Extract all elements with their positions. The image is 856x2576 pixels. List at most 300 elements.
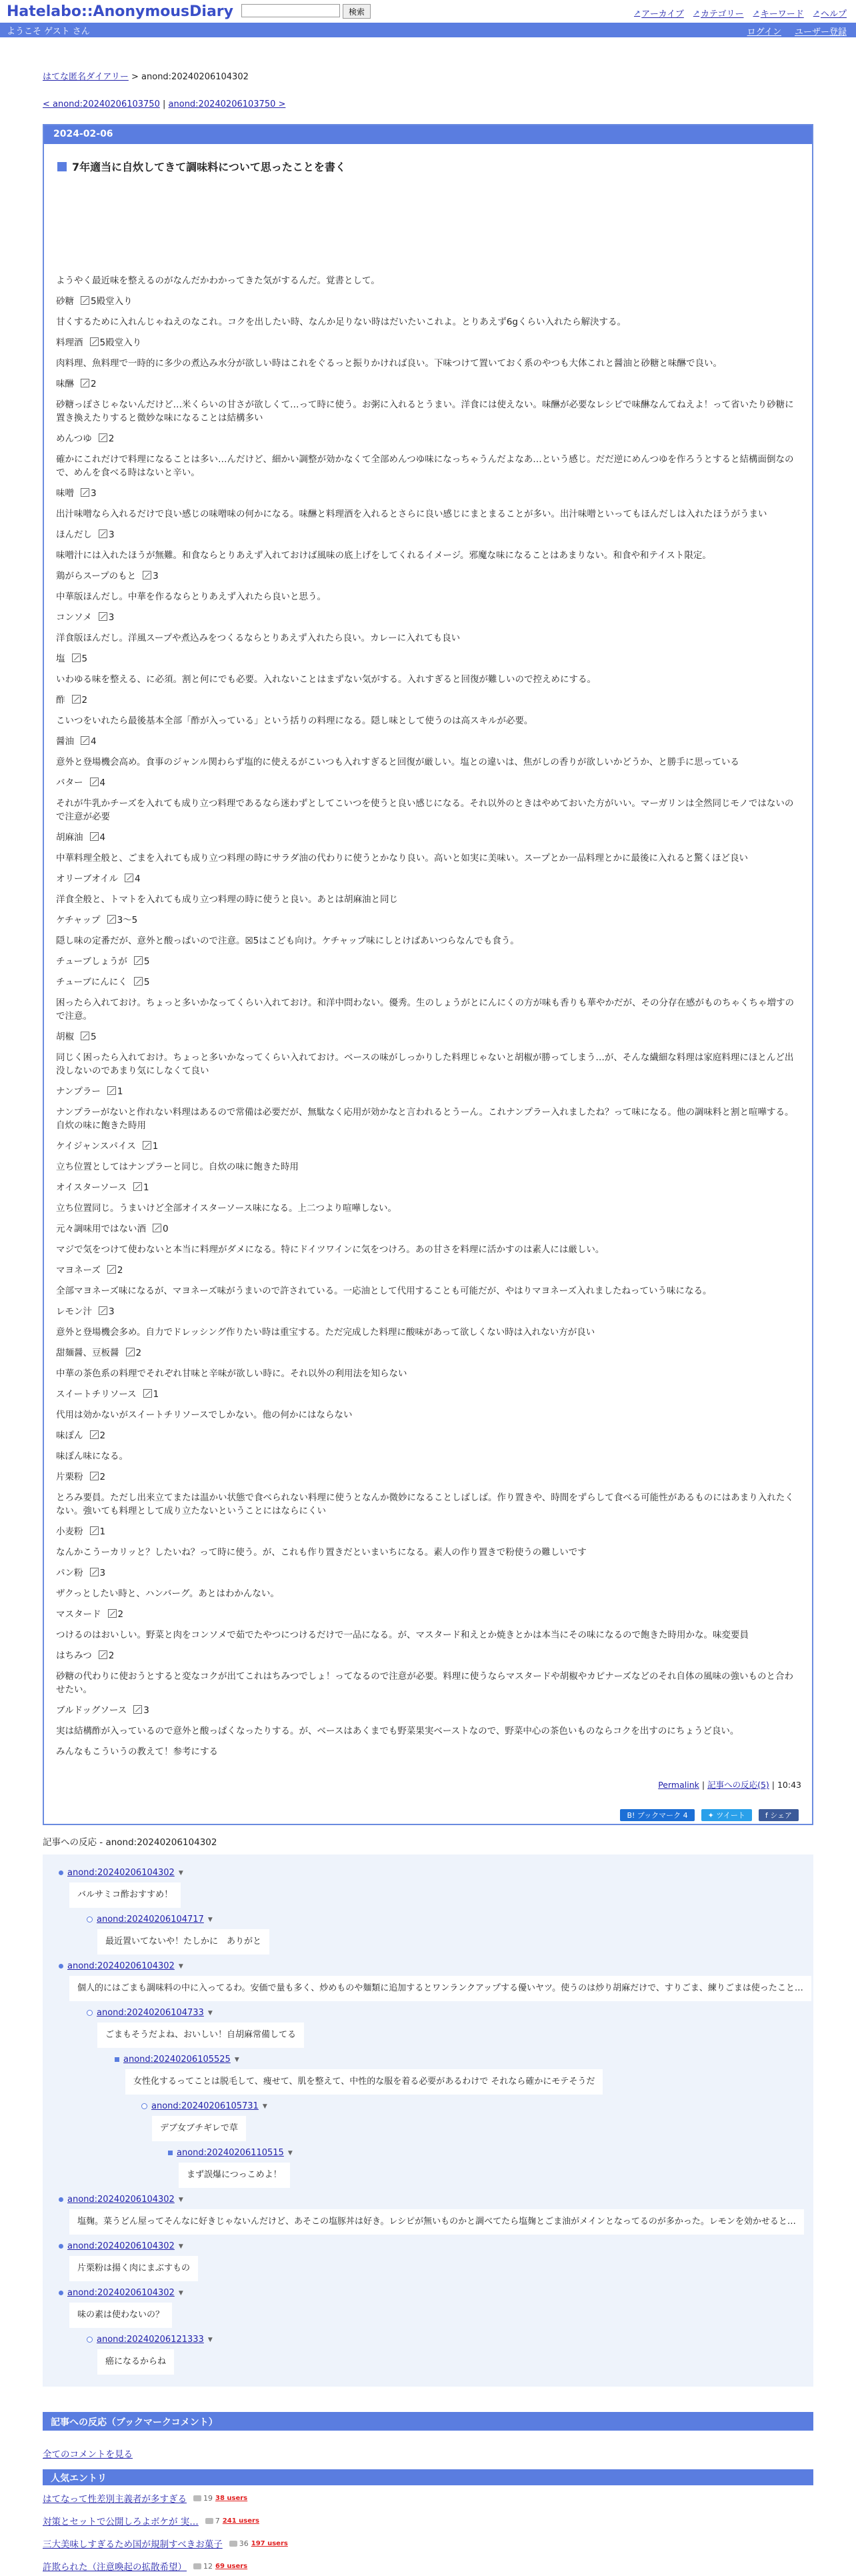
prev-link[interactable]: < anond:20240206103750 [43,99,160,109]
response-link[interactable]: anond:20240206110515 [177,2148,284,2158]
ingredient-score: 4 [135,874,141,884]
share-bar [44,1809,799,1821]
checkbox-icon [81,379,89,387]
ingredient-heading [56,872,801,886]
ingredient-score: 2 [81,695,88,706]
ingredient-name: 味噌 [56,488,74,499]
search-button[interactable]: 検索 [343,4,371,19]
ingredient-heading [56,1649,801,1662]
ingredient-score: 3 [153,571,159,581]
ingredient-name: コンソメ [56,612,92,623]
comment-count-value: 36 [239,2539,249,2548]
response-header [87,1914,813,1924]
ingredient-name: マスタード [56,1609,101,1620]
chevron-down-icon[interactable]: ▼ [207,2009,213,2017]
ingredient-name: オリーブオイル [56,874,119,884]
ingredient-score: 2 [99,1472,106,1482]
ingredient-heading [56,1704,801,1717]
ingredient-description: 中華料理全般と、ごまを入れても成り立つ料理の時にサラダ油の代わりに使うとかなり良い。高いと如実に美味い。スープとか一品料理とかに最後に入れると驚くほど良い [56,853,749,864]
popular-item [43,2533,813,2553]
response-header [59,2241,813,2251]
ingredient-heading [56,1525,801,1538]
reaction-link[interactable]: 記事への反応(5) [707,1780,769,1790]
ingredient-description: ナンプラーがないと作れない料理はあるので常備は必要だが、無駄なく応用が効かなと言われるとうーん。これナンプラー入れましたね？って味になる。他の調味料と割と喧嘩する。自炊の味に飽きた時用 [56,1107,794,1131]
ingredient-name: チューブにんにく [56,977,127,988]
comment-icon [229,2541,237,2547]
ingredient-score: 3 [99,1568,106,1578]
ingredient-score: 2 [117,1265,123,1276]
checkbox-icon [90,1568,99,1576]
ingredient-heading [56,528,801,541]
checkbox-icon [143,571,151,579]
checkbox-icon [90,1472,99,1480]
ingredient-name: オイスターソース [56,1182,127,1193]
ingredient-description: 同じく困ったら入れておけ。ちょっと多いかなってくらい入れておけ。ベースの味がしっかりした料理じゃないと胡椒が勝ってしまう…が、そんな繊細な料理は家庭料理にほとんど出没しないのであまり気にしなくて良い [56,1052,794,1076]
nav-keyword[interactable] [753,7,804,19]
bullet-icon [59,1870,63,1875]
ingredient-score: 2 [108,433,115,444]
checkbox-icon [90,832,99,841]
ingredient-heading [56,336,801,349]
ingredient-score: 5 [143,956,150,967]
checkbox-icon [134,956,143,965]
ingredient-name: 胡麻油 [56,832,83,843]
tweet-button[interactable] [701,1809,752,1821]
ingredient-score: 1 [153,1389,159,1400]
response-link[interactable]: anond:20240206104302 [67,2288,175,2298]
response-link[interactable]: anond:20240206104733 [97,2008,204,2018]
ingredient-name: 料理酒 [56,337,83,348]
nav-help-label: ヘルプ [820,9,847,19]
ingredient-heading [56,1305,801,1318]
checkbox-icon [153,1224,161,1232]
facebook-share-button[interactable] [759,1809,799,1821]
ingredient-heading [56,776,801,790]
comment-icon [205,2518,213,2524]
ingredient-score: 5 [91,1032,97,1042]
nav-archive-label: アーカイブ [641,9,684,19]
arrow-right-icon: ↗ [693,9,700,17]
ingredient-heading [56,1181,801,1194]
chevron-down-icon[interactable]: ▼ [178,1869,183,1876]
ingredient-score: 1 [143,1182,149,1193]
response-header [87,2335,813,2345]
hatena-count: 4 [683,1810,688,1820]
checkbox-icon [125,874,133,882]
nav-archive[interactable] [634,7,684,19]
comment-icon [193,2563,201,2569]
popular-header: 人気エントリ [43,2469,813,2485]
ingredient-description: なんかこうーカリッと？したいね？って時に使う。が、これも作り置きだといまいちになる。素人の作り置きで粉使うの難しいです [56,1547,587,1558]
ingredient-score: 2 [117,1609,124,1620]
welcome-text: ようこそ ゲスト さん [7,26,90,37]
ingredient-description: 砂糖の代わりに使おうとすると変なコクが出てこれはちみつでしょ！ってなるので注意が必要。料理に使うならマスタードや胡椒やカピナーズなどのそれ自体の風味の強いものと合わせたい。 [56,1671,794,1695]
comment-icon [193,2495,201,2501]
entry-intro: ようやく最近味を整えるのがなんだかわかってきた気がするんだ。覚書として。 [56,275,380,286]
checkbox-icon [99,1306,107,1315]
ingredient-name: 酢 [56,695,65,706]
popular-item [43,2556,813,2576]
ingredient-heading [56,432,801,445]
response-body: 最近置いてないや！たしかに ありがと [97,1929,269,1955]
ingredient-score: 3～5 [117,915,138,926]
bookmark-users-link[interactable]: 197 users [251,2539,288,2547]
ingredient-heading [56,487,801,500]
permalink[interactable]: Permalink [658,1780,699,1790]
nav-category[interactable] [693,7,744,19]
register-link[interactable]: ユーザー登録 [794,27,847,37]
ingredient-heading [56,694,801,707]
response-body: 女性化するってことは脱毛して、痩せて、肌を整えて、中性的な服を着る必要があるわけで それなら確かにモテそうだ [125,2069,603,2095]
bullet-icon [168,2151,173,2155]
prev-next-nav [43,99,856,109]
bullet-icon [87,2337,93,2343]
ingredient-name: 胡椒 [56,1032,74,1042]
entry-footer [56,1778,801,1790]
entry-box [43,124,813,1825]
ingredient-description: 砂糖っぽさじゃないんだけど…米くらいの甘さが欲しくて…って時に使う。お粥に入れるとうまい。洋食には使えない。味醂が必要なレシピで味醂なんてねえよ！って省いたり砂糖に置き換えたりすると微妙な味になることは結構多い [56,399,794,423]
comment-count-value: 7 [215,2516,220,2525]
entry-title-text[interactable]: 7年適当に自炊してきて調味料について思ったことを書く [72,161,346,173]
response-body: 個人的にはごまも調味料の中に入ってるわ。安価で量も多く、炒めものや麺類に追加するとワンランクアップする優いヤツ。使うのは炒り胡麻だけで、すりごま、練りごまは使ったこと… [69,1976,811,2001]
ingredient-heading [56,1388,801,1401]
chevron-down-icon[interactable]: ▼ [287,2149,293,2157]
ingredient-heading [56,377,801,391]
response-header [115,2055,813,2065]
checkbox-icon [134,977,143,986]
ingredient-score: 5 [81,654,88,664]
ingredient-description: 困ったら入れておけ。ちょっと多いかなってくらい入れておけ。和洋中問わない。優秀。生のしょうがとにんにくの方が味も香りも華やかだが、その分存在感がものちゃくちゃ増すので注意。 [56,998,794,1022]
ingredient-score: 3 [108,612,115,623]
ingredient-score: 3 [91,488,97,499]
ingredient-description: 代用は効かないがスイートチリソースでしかない。他の何かにはならない [56,1410,353,1420]
popular-title-link[interactable]: 対策とセットで公開しろよボケが 実… [43,2517,199,2527]
breadcrumb-current: anond:20240206104302 [141,72,249,82]
response-header [87,2008,813,2018]
breadcrumb-home[interactable]: はてな匿名ダイアリー [43,72,129,82]
ingredient-heading [56,976,801,989]
entry-outro: みんなもこういうの教えて！参考にする [56,1746,218,1757]
chevron-down-icon[interactable]: ▼ [207,1916,213,1923]
checkbox-icon [107,1265,116,1274]
next-link[interactable]: anond:20240206103750 > [168,99,286,109]
popular-title-link[interactable]: はてなって性差別主義者が多すぎる [43,2494,187,2505]
search-input[interactable] [241,4,340,17]
ingredient-description: 洋食全般と、トマトを入れても成り立つ料理の時に使うと良い。あとは胡麻油と同じ [56,894,398,905]
checkbox-icon [108,1609,117,1618]
ingredient-heading [56,295,801,308]
twitter-icon: ✦ [707,1810,717,1820]
arrow-right-icon: ↗ [753,9,759,17]
bullet-icon [59,2244,63,2249]
ingredient-name: ケチャップ [56,915,101,926]
comment-count-value: 12 [203,2561,213,2571]
chevron-down-icon[interactable]: ▼ [178,2289,183,2297]
ingredient-heading [56,1030,801,1044]
chevron-down-icon[interactable]: ▼ [207,2336,213,2343]
ingredient-score: 0 [163,1224,169,1234]
response-body: 片栗粉は揚く肉にまぶすもの [69,2256,198,2281]
response-item [59,1961,813,2001]
ingredient-description: 中華の茶色系の料理でそれぞれ甘味と辛味が欲しい時に。それ以外の利用法を知らない [56,1368,407,1379]
welcome-bar [0,23,856,37]
ingredient-score: 1 [152,1141,159,1152]
popular-item [43,2488,813,2508]
bullet-icon [59,2197,63,2202]
ingredient-name: ブルドッグソース [56,1705,127,1716]
checkbox-icon [90,337,99,346]
entry-title [57,159,801,174]
checkbox-icon [81,736,89,745]
nav-category-label: カテゴリー [701,9,744,19]
nav-keyword-label: キーワード [760,9,804,19]
breadcrumb [43,69,856,82]
ingredient-score: 5殿堂入り [91,296,133,307]
checkbox-icon [90,1430,99,1439]
checkbox-icon [90,778,99,786]
ingredient-description: 立ち位置同じ。うまいけど全部オイスターソース味になる。上二つより喧嘩しない。 [56,1203,397,1214]
chevron-down-icon[interactable]: ▼ [178,1963,183,1970]
comment-count [205,2517,220,2525]
popular-title-link[interactable]: 許欺られた（注意喚起の拡散希望） [43,2562,187,2573]
response-link[interactable]: anond:20240206104302 [67,2241,175,2251]
ingredient-score: 2 [108,1650,115,1661]
response-header [59,2195,813,2205]
response-item [59,2241,813,2281]
response-link[interactable]: anond:20240206104302 [67,1961,175,1971]
ingredient-heading [56,831,801,844]
bullet-icon [87,2010,93,2016]
checkbox-icon [72,695,81,704]
response-item [87,1914,813,1955]
checkbox-icon [126,1348,135,1356]
ingredient-score: 2 [91,379,97,389]
ingredient-name: マヨネーズ [56,1265,101,1276]
ingredient-description: 出汁味噌なら入れるだけで良い感じの味噌味の何かになる。味醂と料理酒を入れるとさらに良い感じにまとまることが多い。出汁味噌といってもほんだしは入れたほうがうまい [56,509,767,519]
response-item [59,1868,813,1908]
response-header [59,2288,813,2298]
response-item [59,2288,813,2328]
bookmark-users-link[interactable]: 69 users [215,2562,248,2570]
ingredient-name: パン粉 [56,1568,83,1578]
ingredient-description: ザクっとしたい時と、ハンバーグ。あとはわかんない。 [56,1588,279,1599]
bullet-icon [87,1916,93,1922]
response-item [115,2055,813,2095]
arrow-right-icon: ↗ [813,9,819,17]
tweet-label: ツイート [716,1811,745,1820]
checkbox-icon [99,433,107,442]
response-header [59,1961,813,1971]
checkbox-icon [99,612,107,621]
checkbox-icon [81,1032,89,1040]
ingredient-description: いわゆる味を整える、に必須。割と何にでも必要。入れないことはまずない気がする。入れすぎると回復が難しいので控えめにする。 [56,674,596,685]
ingredient-name: めんつゆ [56,433,92,444]
response-link[interactable]: anond:20240206121333 [97,2335,204,2345]
ingredient-heading [56,1264,801,1277]
ingredient-score: 5 [143,977,150,988]
breadcrumb-sep: > [131,72,139,82]
ingredient-score: 5殿堂入り [99,337,142,348]
comment-count [229,2539,249,2548]
response-body: デブ女ブチギレで草 [152,2116,246,2141]
entry-date: 2024-02-06 [44,125,812,144]
checkbox-icon [143,1389,152,1398]
entry-time: 10:43 [777,1780,801,1790]
ingredient-name: 甜麺醤、豆板醤 [56,1348,119,1358]
entry-body [44,144,812,1800]
checkbox-icon [81,296,89,305]
ingredient-score: 3 [143,1705,149,1716]
popular-list [43,2488,813,2576]
ingredient-name: ナンプラー [56,1086,101,1097]
response-item [87,2335,813,2375]
chevron-down-icon[interactable]: ▼ [262,2103,267,2110]
checkbox-icon [72,654,81,662]
ingredient-name: 醤油 [56,736,74,747]
ingredient-description: それが牛乳かチーズを入れても成り立つ料理であるなら迷わずとしてこいつを使うと良い感じになる。それ以外のときはやめておいた方がいい。マーガリンは全然同じモノではないので注意が必要 [56,798,794,822]
ingredient-description: 隠し味の定番だが、意外と酸っぱいので注意。☒5はこども向け。ケチャップ味にしとけばあいつらなんでも食う。 [56,936,519,946]
bullet-icon [59,1964,63,1969]
footer-sep: | [701,1780,705,1790]
ingredient-heading [56,652,801,666]
response-header [59,1868,813,1878]
account-links [747,25,847,37]
ingredient-name: チューブしょうが [56,956,127,967]
ingredient-heading [56,569,801,583]
ingredient-description: 実は結構酢が入っているので意外と酸っぱくなったりする。が、ベースはあくまでも野菜果実ベーストなので、野菜中心の茶色いものならコクを出すのにちょうど良い。 [56,1726,739,1736]
ingredient-name: 砂糖 [56,296,74,307]
response-body: バルサミコ酢おすすめ！ [69,1882,181,1908]
ingredient-description: 中華版ほんだし。中華を作るならとりあえず入れたら良いと思う。 [56,591,326,602]
chevron-down-icon[interactable]: ▼ [178,2243,183,2250]
ingredient-heading [56,955,801,968]
response-link[interactable]: anond:20240206105731 [151,2101,259,2111]
ingredient-name: ケイジャンスパイス [56,1141,136,1152]
entry-text [56,274,801,1758]
ingredient-name: 小麦粉 [56,1526,83,1537]
bullet-icon [59,2291,63,2295]
ingredient-score: 1 [99,1526,106,1537]
responses-tree [43,1854,813,2387]
response-link[interactable]: anond:20240206104717 [97,1914,204,1924]
ingredient-heading [56,611,801,624]
bullet-icon [115,2057,119,2062]
chevron-down-icon[interactable]: ▼ [234,2056,239,2063]
checkbox-icon [143,1141,151,1150]
response-link[interactable]: anond:20240206105525 [123,2055,231,2065]
checkbox-icon [107,1086,116,1095]
checkbox-icon [90,1526,99,1535]
checkbox-icon [99,1650,107,1659]
ingredient-heading [56,1608,801,1621]
search-form [241,4,371,19]
title-square-icon [57,162,67,171]
response-item [168,2148,813,2188]
site-logo[interactable]: Hatelabo::AnonymousDiary [7,3,233,20]
ingredient-name: 片栗粉 [56,1472,83,1482]
response-item [87,2008,813,2048]
facebook-label: シェア [770,1811,792,1820]
ingredient-heading [56,1140,801,1153]
ingredient-name: はちみつ [56,1650,92,1661]
ingredient-heading [56,1346,801,1360]
hatena-label: B! ブックマーク [627,1811,681,1820]
checkbox-icon [99,529,107,538]
login-link[interactable]: ログイン [747,27,781,37]
comment-count [193,2494,213,2503]
ingredient-score: 3 [109,1306,115,1317]
nav-help[interactable] [813,7,847,19]
site-header [0,0,856,23]
ingredient-description: 立ち位置としてはナンプラーと同じ。自炊の味に飽きた時用 [56,1162,299,1172]
ingredient-heading [56,1085,801,1098]
ingredient-name: 味醂 [56,379,74,389]
ingredient-description: 甘くするために入れんじゃねえのなこれ。コクを出したい時、なんか足りない時はだいたいこれよ。とりあえず6gくらい入れたら解決する。 [56,317,626,327]
ingredient-name: バター [56,778,83,788]
arrow-right-icon: ↗ [634,9,641,17]
ingredient-score: 4 [99,778,106,788]
ingredient-name: レモン汁 [56,1306,92,1317]
ingredient-description: とろみ要員。ただし出来立てまたは温かい状態で食べられない料理に使うとなんか微妙になることしばしば。作り置きや、時間をずらして食べる可能性があるものにはあまり入れたくない。強いても料理として成り立たないということにはならにくい [56,1492,794,1516]
responses-title: 記事への反応 - anond:20240206104302 [43,1837,217,1848]
checkbox-icon [107,915,116,924]
chevron-down-icon[interactable]: ▼ [178,2196,183,2203]
ingredient-description: 全部マヨネーズ味になるが、マヨネーズ味がうまいので許されている。一応油として代用することも可能だが、やはりマヨネーズ入れましたねっていう味になる。 [56,1286,712,1296]
ingredient-score: 1 [117,1086,123,1097]
hatena-bookmark-button[interactable] [620,1809,694,1821]
ingredient-name: スイートチリソース [56,1389,137,1400]
footer-sep: | [771,1780,775,1790]
ingredient-name: 塩 [56,654,65,664]
ingredient-heading [56,1566,801,1580]
ingredient-name: 鶏がらスープのもと [56,571,137,581]
bullet-icon [141,2103,147,2109]
response-body: まず誤爆につっこめよ！ [179,2163,290,2188]
ingredient-description: 意外と登場機会多め。自力でドレッシング作りたい時は重宝する。ただ完成した料理に酸味があって欲しくない時は入れない方が良い [56,1327,595,1338]
response-link[interactable]: anond:20240206104302 [67,1868,175,1878]
response-body: 塩麹。菜うどん屋ってそんなに好きじゃないんだけど、あそこの塩豚丼は好き。レシピが無いものかと調べてたら塩麹とごま油がメインとなってるのが多かった。レモンを効かせると… [69,2209,804,2235]
header-nav [634,7,847,19]
ingredient-description: マジで気をつけて使わないと本当に料理がダメになる。特にドイツワインに気をつけろ。あの甘さを料理に活かすのは素人には厳しい。 [56,1244,605,1255]
comment-count [193,2562,213,2571]
response-header [168,2148,813,2158]
ingredient-description: 確かにこれだけで料理になることは多い…んだけど、細かい調整が効かなくて全部めんつゆ味になっちゃうんだよなあ…という感じ。だだ逆にめんつゆを作ろうとすると結構面倒なので、めんを食べる時はないと辛い。 [56,454,794,478]
response-body: 味の素は使わないの？ [69,2303,172,2328]
bookmark-users-link[interactable]: 241 users [222,2517,259,2525]
popular-title-link[interactable]: 三大美味しすぎるため国が規制すべきお菓子 [43,2539,223,2550]
ingredient-description: こいつをいれたら最後基本全部「酢が入っている」という括りの料理になる。隠し味として使うのは高スキルが必要。 [56,716,533,726]
checkbox-icon [133,1705,142,1714]
response-body: 癌になるからね [97,2349,174,2375]
checkbox-icon [81,488,89,497]
ingredient-name: 元々調味用ではない酒 [56,1224,146,1234]
all-comments [43,2447,856,2460]
ingredient-description: 洋食版ほんだし。洋風スープや煮込みをつくるならとりあえず入れたら良い。カレーに入れても良い [56,633,461,643]
all-comments-link[interactable]: 全てのコメントを見る [43,2449,133,2460]
comment-count-value: 19 [203,2493,213,2503]
prev-next-sep: | [163,99,166,109]
checkbox-icon [133,1182,142,1191]
ingredient-heading [56,735,801,748]
popular-item [43,2511,813,2531]
response-link[interactable]: anond:20240206104302 [67,2195,175,2205]
ingredient-heading [56,1222,801,1236]
response-item [141,2101,813,2141]
ingredient-name: 味ぽん [56,1430,83,1441]
bookmark-users-link[interactable]: 38 users [215,2494,248,2502]
bookmark-comments-header: 記事への反応（ブックマークコメント） [43,2412,813,2431]
ingredient-description: 味噌汁には入れたほうが無難。和食ならとりあえず入れておけば風味の底上げをしてくれるイメージ。邪魔な味になることはあまりない。和食や和テイスト限定。 [56,550,711,561]
